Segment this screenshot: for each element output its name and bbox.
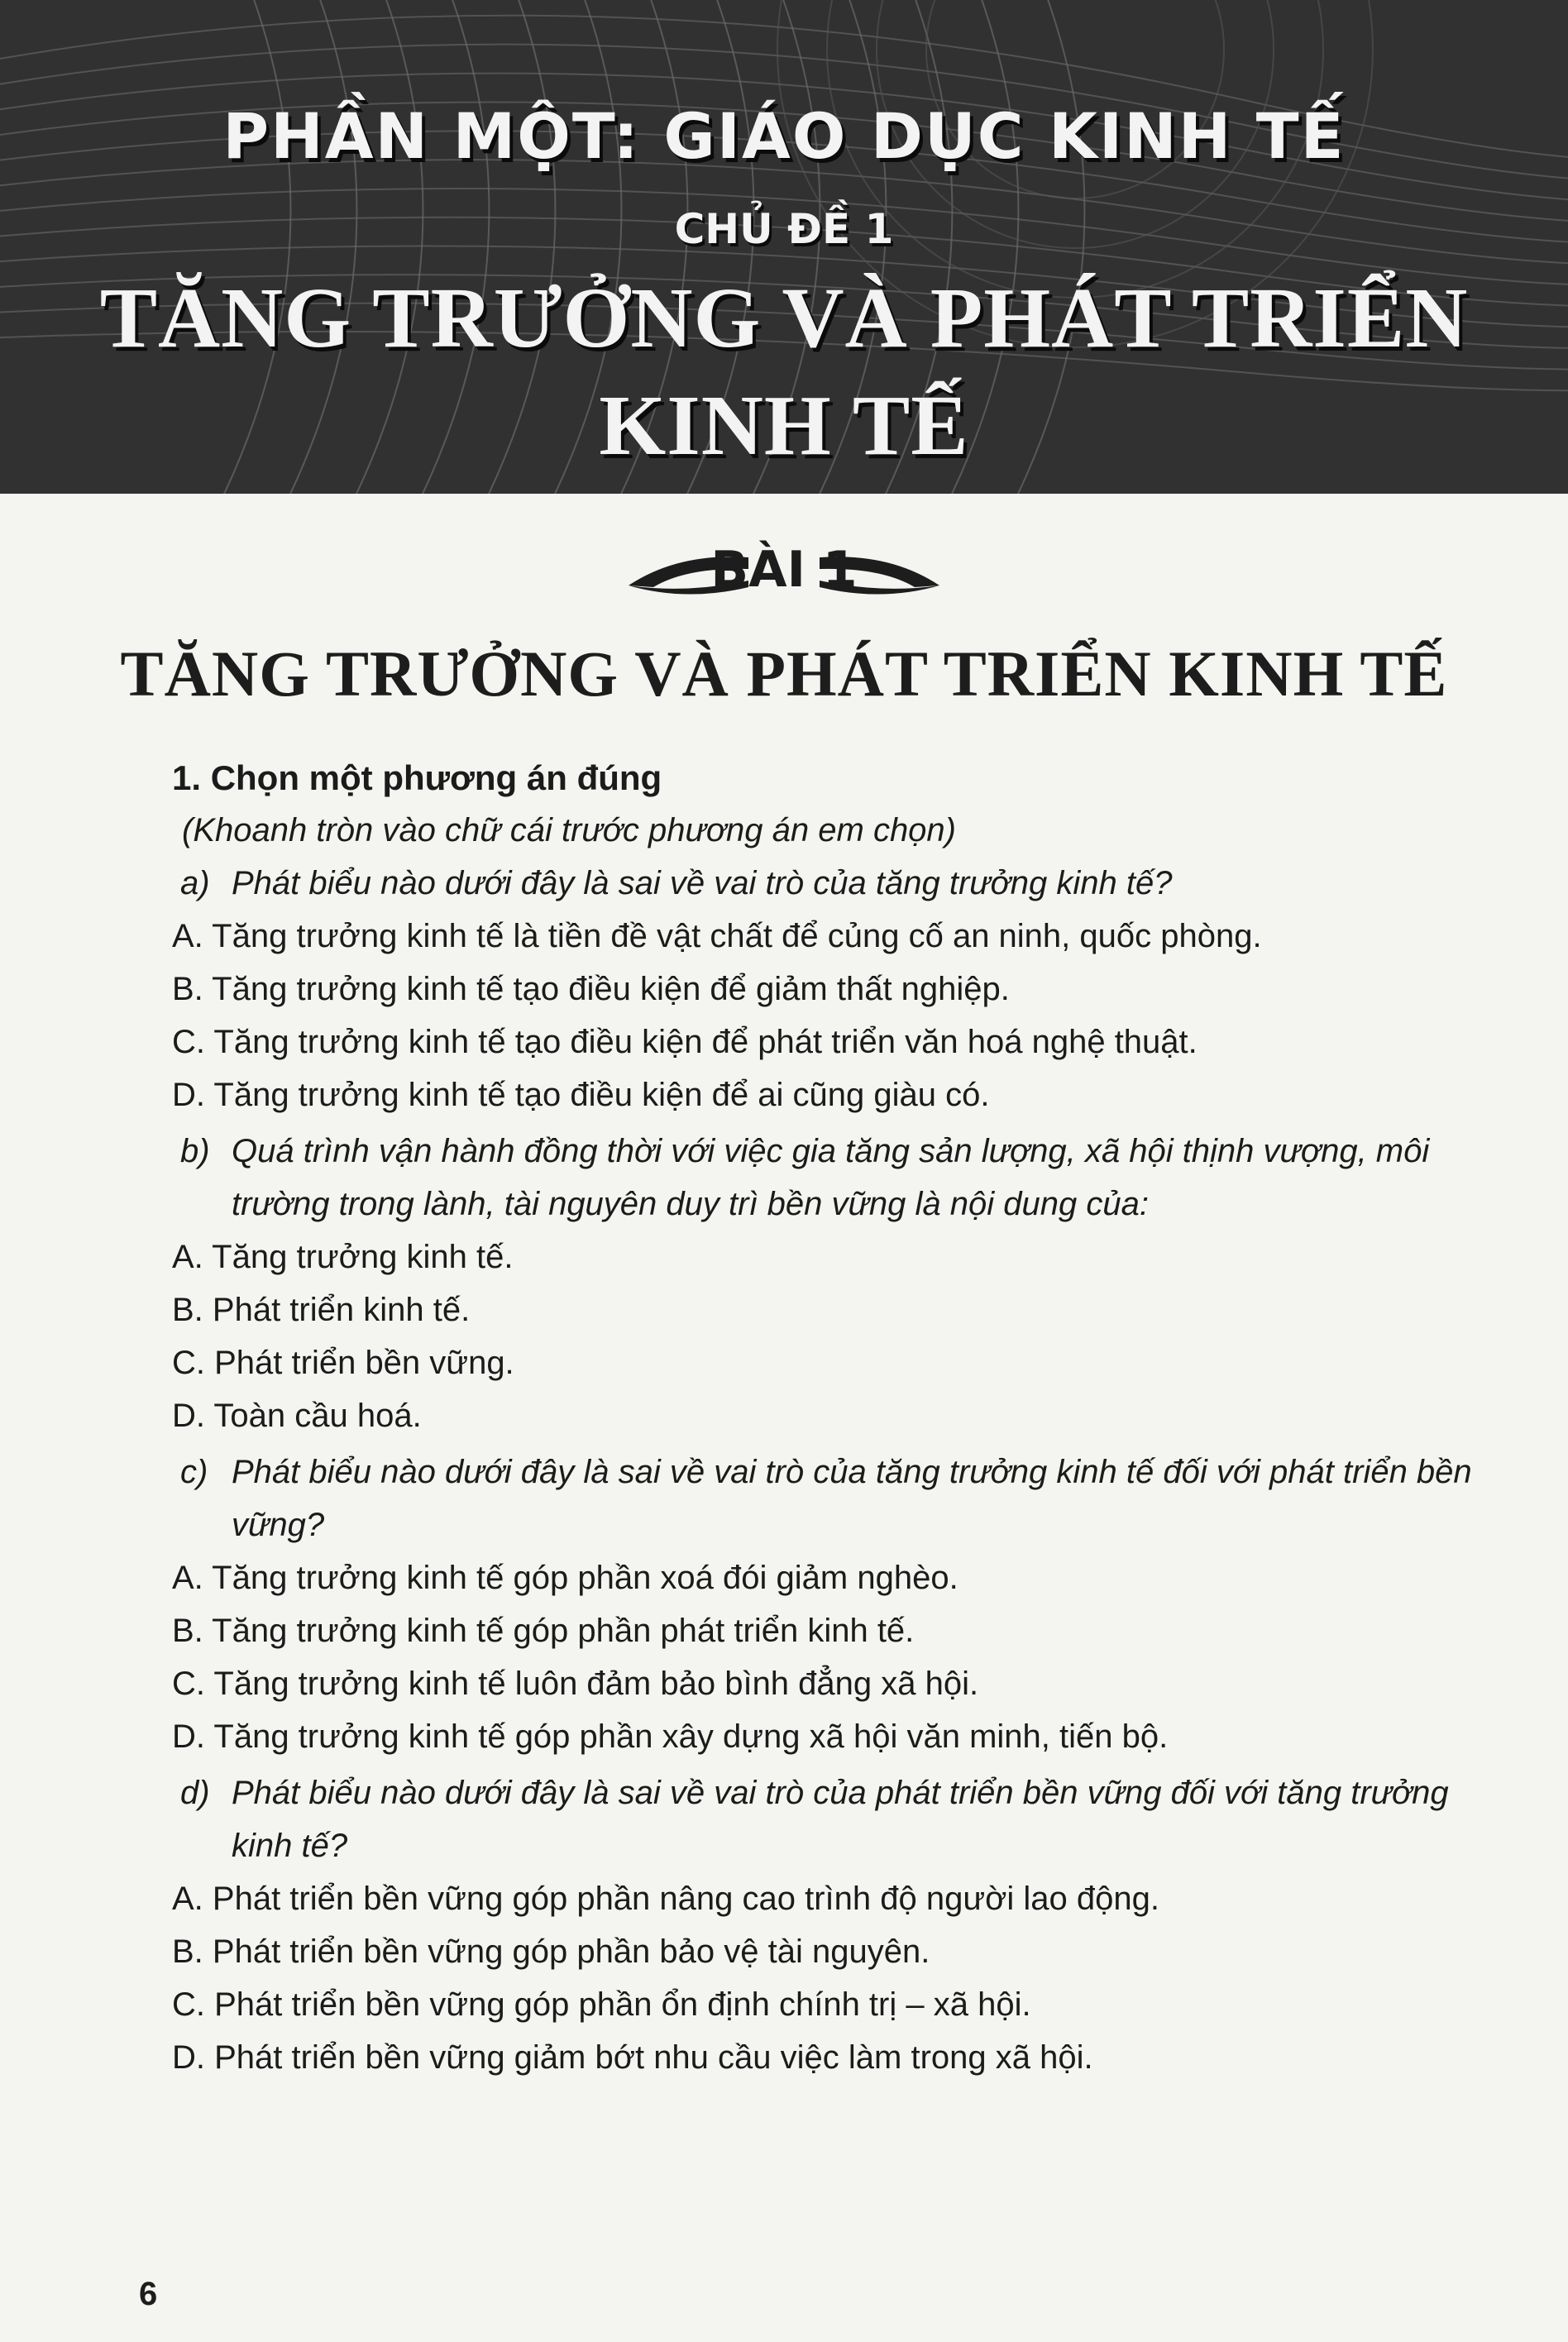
part-title: PHẦN MỘT: GIÁO DỤC KINH TẾ (222, 99, 1346, 173)
question (172, 857, 1512, 910)
answer-option[interactable]: C. Phát triển bền vững. (172, 1345, 514, 1381)
topic-number: CHỦ ĐỀ 1 (674, 205, 894, 253)
answer-option[interactable]: B. Phát triển bền vững góp phần bảo vệ tài nguyên. (172, 1933, 930, 1970)
question (172, 1766, 1512, 1872)
question-block (172, 1766, 1512, 2084)
question-text: Phát biểu nào dưới đây là sai về vai trò của tăng trưởng kinh tế? (232, 865, 1173, 901)
exercise-instruction: (Khoanh tròn vào chữ cái trước phương án em chọn) (182, 812, 956, 848)
answer-option[interactable]: A. Phát triển bền vững góp phần nâng cao trình độ người lao động. (172, 1881, 1159, 1917)
exercise-heading: 1. Chọn một phương án đúng (172, 758, 662, 797)
topic-title-line2: KINH TẾ (599, 378, 969, 473)
question-text: Phát biểu nào dưới đây là sai về vai trò của tăng trưởng kinh tế đối với phát triển bền vững? (232, 1454, 1472, 1543)
question (172, 1125, 1512, 1231)
chapter-header-banner (0, 0, 1568, 494)
question-letter: a) (180, 865, 210, 901)
question-letter: c) (180, 1454, 208, 1490)
answer-option[interactable]: D. Tăng trưởng kinh tế góp phần xây dựng xã hội văn minh, tiến bộ. (172, 1718, 1169, 1755)
answer-option[interactable]: C. Tăng trưởng kinh tế luôn đảm bảo bình đẳng xã hội. (172, 1666, 979, 1702)
answer-option[interactable]: A. Tăng trưởng kinh tế góp phần xoá đói giảm nghèo. (172, 1560, 958, 1596)
lesson-label-ribbon (0, 536, 1568, 610)
question-block (172, 1125, 1512, 1442)
answer-option[interactable]: D. Tăng trưởng kinh tế tạo điều kiện để ai cũng giàu có. (172, 1077, 990, 1113)
question-block (172, 1446, 1512, 1763)
answer-option[interactable]: D. Phát triển bền vững giảm bớt nhu cầu việc làm trong xã hội. (172, 2039, 1093, 2076)
exercise-section (172, 753, 1512, 2084)
answer-option[interactable]: B. Tăng trưởng kinh tế góp phần phát triển kinh tế. (172, 1613, 915, 1649)
answer-option[interactable]: C. Phát triển bền vững góp phần ổn định chính trị – xã hội. (172, 1986, 1031, 2023)
lesson-title: TĂNG TRƯỞNG VÀ PHÁT TRIỂN KINH TẾ (120, 638, 1448, 710)
answer-option[interactable]: C. Tăng trưởng kinh tế tạo điều kiện để phát triển văn hoá nghệ thuật. (172, 1024, 1198, 1060)
question (172, 1446, 1512, 1551)
topic-title-line1: TĂNG TRƯỞNG VÀ PHÁT TRIỂN (99, 270, 1469, 366)
question-text: Quá trình vận hành đồng thời với việc gia tăng sản lượng, xã hội thịnh vượng, môi trường trong lành, tài nguyên duy trì bền vững là nội dung của: (232, 1133, 1430, 1222)
question-letter: d) (180, 1775, 210, 1811)
question-letter: b) (180, 1133, 210, 1169)
answer-option[interactable]: B. Tăng trưởng kinh tế tạo điều kiện để giảm thất nghiệp. (172, 971, 1010, 1007)
lesson-label: BÀI 1 (710, 541, 858, 599)
answer-option[interactable]: B. Phát triển kinh tế. (172, 1292, 471, 1328)
question-block (172, 857, 1512, 1121)
page-number: 6 (139, 2276, 158, 2312)
answer-option[interactable]: D. Toàn cầu hoá. (172, 1398, 422, 1434)
answer-option[interactable]: A. Tăng trưởng kinh tế. (172, 1239, 514, 1275)
answer-option[interactable]: A. Tăng trưởng kinh tế là tiền đề vật chất để củng cố an ninh, quốc phòng. (172, 918, 1262, 954)
question-text: Phát biểu nào dưới đây là sai về vai trò của phát triển bền vững đối với tăng trưởng kinh tế? (232, 1775, 1449, 1864)
